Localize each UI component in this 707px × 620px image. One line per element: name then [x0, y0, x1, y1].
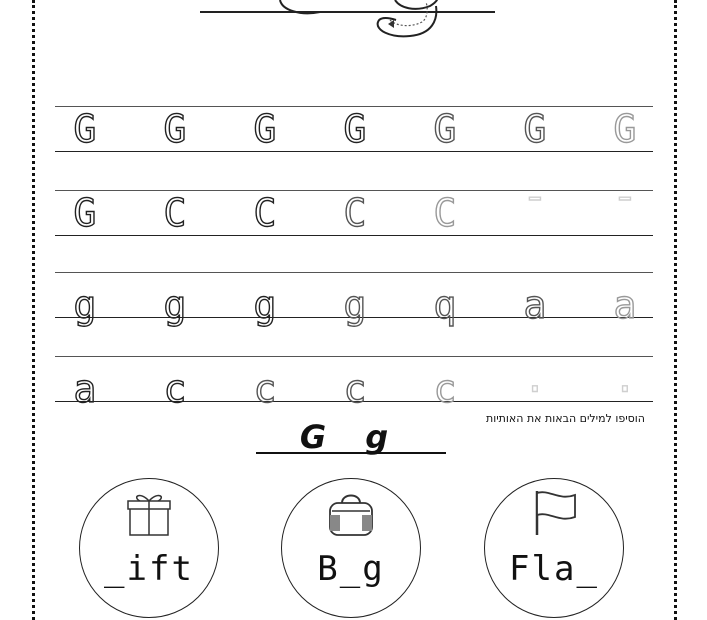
flag-icon [529, 489, 579, 537]
hero-small-g-outline [378, 0, 438, 36]
row-top-line [55, 356, 653, 357]
bag-icon [326, 489, 376, 537]
trace-letter: ˉ [523, 191, 547, 235]
row-top-line [55, 272, 653, 273]
trace-letter: C [253, 191, 277, 235]
page-border-right [674, 0, 677, 620]
section-title-underline [256, 452, 446, 454]
trace-letter: G [613, 107, 637, 151]
trace-letter: a [73, 367, 97, 411]
trace-letter: G [73, 107, 97, 151]
trace-letter: ˉ [613, 191, 637, 235]
trace-letter: a [613, 283, 637, 327]
trace-letter: q [433, 283, 457, 327]
trace-letter: G [73, 191, 97, 235]
tracing-row-4 [55, 356, 653, 411]
trace-letter: C [163, 191, 187, 235]
trace-letter: G [523, 107, 547, 151]
trace-letter: C [343, 191, 367, 235]
trace-letter: G [253, 107, 277, 151]
hero-small-g-inner [390, 2, 427, 26]
word-card-gift[interactable] [79, 478, 219, 618]
trace-letter: · [613, 367, 637, 411]
word-text: _ift [104, 549, 194, 589]
trace-letter: c [343, 367, 367, 411]
trace-letter: G [163, 107, 187, 151]
instruction-text: הוסיפו למילים הבאות את האותיות [486, 412, 645, 425]
hero-letters-graphic [200, 0, 500, 40]
tracing-row-1 [55, 106, 653, 152]
tracing-row-2 [55, 190, 653, 236]
word-card-bag[interactable] [281, 478, 421, 618]
word-text: Fla_ [509, 549, 599, 589]
tracing-row-3 [55, 272, 653, 327]
trace-letter: a [523, 283, 547, 327]
trace-letter: G [343, 107, 367, 151]
gift-icon [124, 489, 174, 537]
trace-letter: g [73, 283, 97, 327]
trace-letter: c [163, 367, 187, 411]
trace-letter: · [523, 367, 547, 411]
trace-letter: C [433, 191, 457, 235]
trace-letter: c [433, 367, 457, 411]
trace-letter: g [163, 283, 187, 327]
word-card-flag[interactable] [484, 478, 624, 618]
section-title-letters: G g [299, 418, 403, 456]
word-text: B_g [317, 549, 385, 589]
trace-letter: g [343, 283, 367, 327]
trace-letter: G [433, 107, 457, 151]
trace-letter: c [253, 367, 277, 411]
page-border-left [32, 0, 35, 620]
trace-letter: g [253, 283, 277, 327]
